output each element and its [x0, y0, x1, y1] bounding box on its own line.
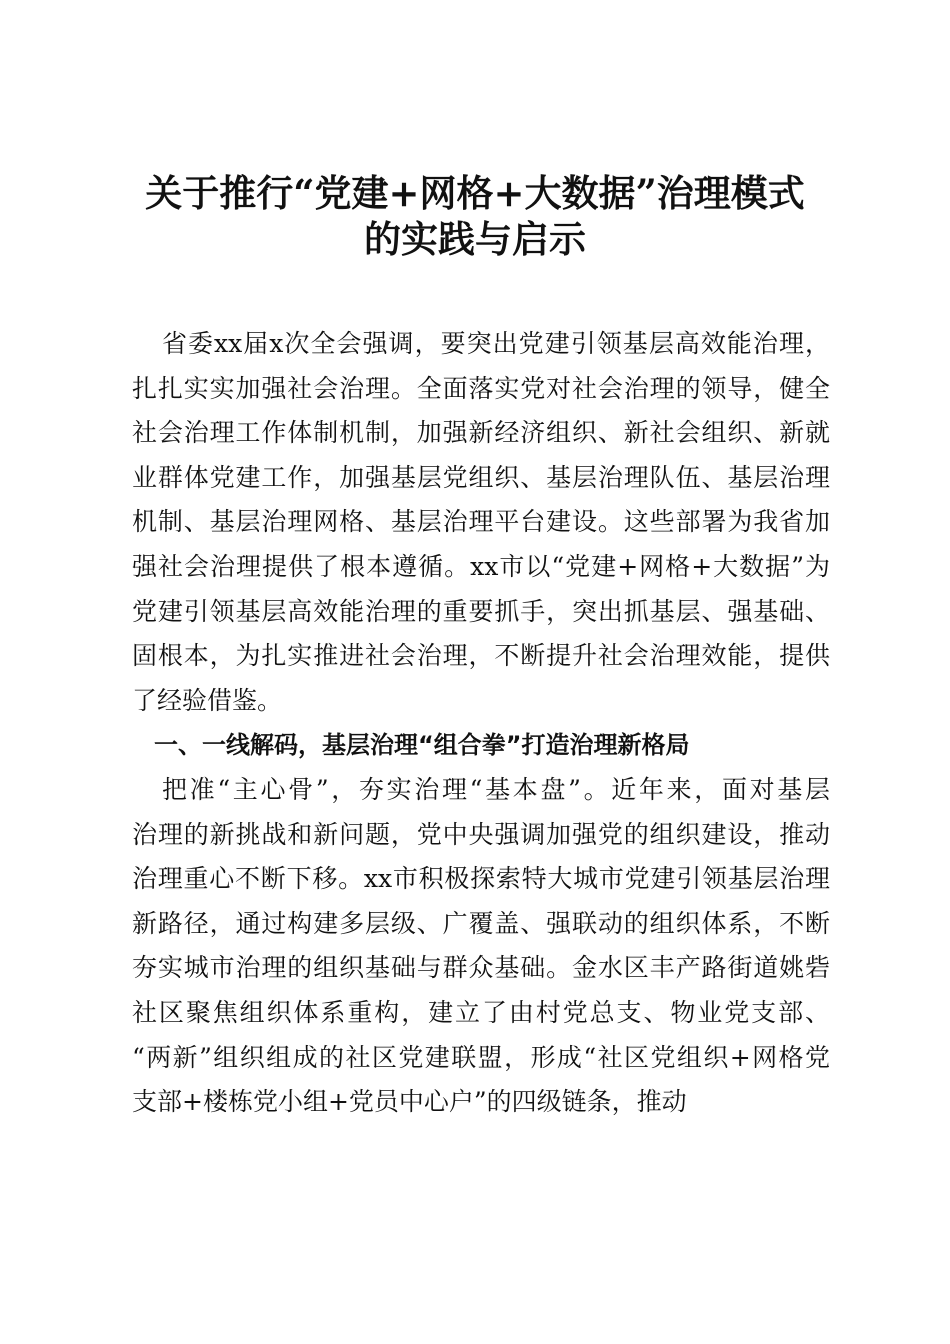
title-line-1: 关于推行“党建+网格+大数据”治理模式 [145, 171, 805, 215]
paragraph-2 [132, 768, 830, 1125]
text-line: 把准“主心骨”，夯实治理“基本盘”。近年来，面对基层 [162, 774, 830, 804]
text-line: 省委xx届x次全会强调，要突出党建引领基层高效能治理， [162, 329, 830, 358]
text-line: 了经验借鉴。 [132, 685, 283, 715]
text-line: 固根本，为扎实推进社会治理，不断提升社会治理效能，提供 [132, 641, 830, 671]
text-line: 夯实城市治理的组织基础与群众基础。金水区丰产路街道姚砦 [132, 953, 830, 983]
text-line: 社会治理工作体制机制，加强新经济组织、新社会组织、新就 [132, 418, 830, 448]
paragraph-1 [132, 322, 830, 723]
text-line: 治理重心不断下移。xx市积极探索特大城市党建引领基层治理 [132, 864, 830, 894]
text-line: “两新”组织组成的社区党建联盟，形成“社区党组织+网格党 [132, 1042, 830, 1072]
text-line: 治理的新挑战和新问题，党中央强调加强党的组织建设，推动 [132, 819, 830, 849]
text-line: 社区聚焦组织体系重构，建立了由村党总支、物业党支部、 [132, 997, 830, 1027]
document-title [0, 170, 950, 262]
text-line: 支部+楼栋党小组+党员中心户”的四级链条，推动 [132, 1087, 687, 1117]
document-body [132, 322, 830, 1125]
text-line: 机制、基层治理网格、基层治理平台建设。这些部署为我省加 [132, 507, 830, 537]
text-line: 新路径，通过构建多层级、广覆盖、强联动的组织体系，不断 [132, 908, 830, 938]
text-line: 业群体党建工作，加强基层党组织、基层治理队伍、基层治理 [132, 462, 830, 492]
text-line: 扎扎实实加强社会治理。全面落实党对社会治理的领导，健全 [132, 373, 830, 403]
text-line: 强社会治理提供了根本遵循。xx市以“党建+网格+大数据”为 [132, 551, 830, 581]
section-heading-1: 一、一线解码，基层治理“组合拳”打造治理新格局 [154, 731, 690, 760]
title-line-2: 的实践与启示 [364, 217, 586, 261]
text-line: 党建引领基层高效能治理的重要抓手，突出抓基层、强基础、 [132, 596, 830, 626]
